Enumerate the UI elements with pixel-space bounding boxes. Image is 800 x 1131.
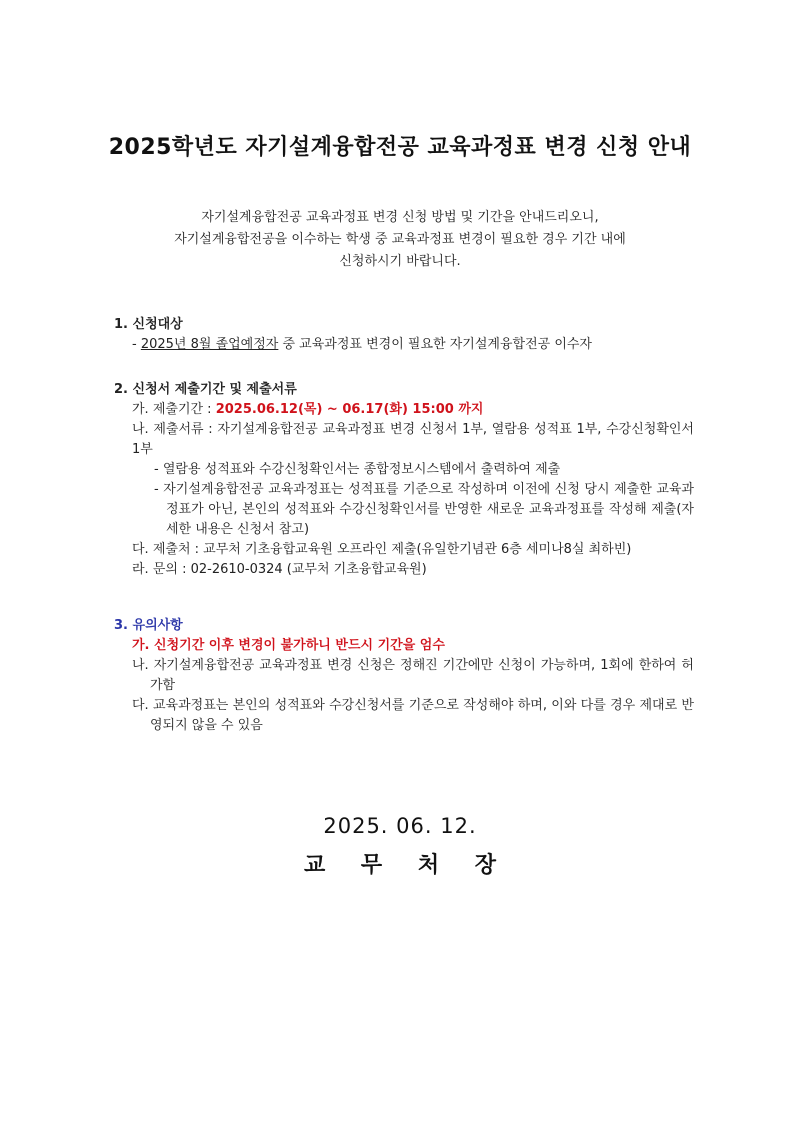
section2-documents-note-1: - 열람용 성적표와 수강신청확인서는 종합정보시스템에서 출력하여 제출 — [154, 462, 561, 477]
section3-note-basis: 다. 교육과정표는 본인의 성적표와 수강신청서를 기준으로 작성해야 하며, 이와 다를 경우 제대로 반영되지 않을 수 있음 — [132, 698, 694, 733]
signature-office: 교 무 처 장 — [304, 853, 510, 878]
section2-period-value: 2025.06.12(목) ~ 06.17(화) 15:00 까지 — [215, 402, 484, 417]
intro-line-1: 자기설계융합전공 교육과정표 변경 신청 방법 및 기간을 안내드리오니, — [201, 210, 599, 225]
section3-note-deadline: 가. 신청기간 이후 변경이 불가하니 반드시 기간을 엄수 — [132, 638, 445, 653]
document-title: 2025학년도 자기설계융합전공 교육과정표 변경 신청 안내 — [108, 135, 692, 160]
section1-dash: - — [132, 337, 141, 352]
section1-target-rest: 중 교육과정표 변경이 필요한 자기설계융합전공 이수자 — [278, 337, 592, 352]
section2-documents: 나. 제출서류 : 자기설계융합전공 교육과정표 변경 신청서 1부, 열람용 성적표 1부, 수강신청확인서 1부 — [132, 422, 694, 457]
section-eligibility — [114, 315, 694, 355]
section3-heading: 3. 유의사항 — [114, 618, 183, 633]
section1-target-underlined: 2025년 8월 졸업예정자 — [140, 337, 279, 352]
section2-period — [114, 400, 694, 420]
section2-period-label: 가. 제출기간 : — [132, 402, 216, 417]
section2-submit-location: 다. 제출처 : 교무처 기초융합교육원 오프라인 제출(유일한기념관 6층 세미나8실 최하빈) — [132, 542, 632, 557]
section2-documents-note-2: - 자기설계융합전공 교육과정표는 성적표를 기준으로 작성하며 이전에 신청 당시 제출한 교육과정표가 아닌, 본인의 성적표와 수강신청확인서를 반영한 새로운 교육과정표를 작성해 제출(자세한 내용은 신청서 참고) — [154, 482, 694, 537]
section2-heading: 2. 신청서 제출기간 및 제출서류 — [114, 382, 297, 397]
intro-line-3: 신청하시기 바랍니다. — [339, 254, 461, 269]
intro-line-2: 자기설계융합전공을 이수하는 학생 중 교육과정표 변경이 필요한 경우 기간 내에 — [174, 232, 626, 247]
section-notes — [114, 616, 694, 736]
document-date: 2025. 06. 12. — [323, 814, 477, 838]
section1-target — [114, 335, 694, 355]
intro-paragraph — [0, 207, 800, 273]
section3-note-once: 나. 자기설계융합전공 교육과정표 변경 신청은 정해진 기간에만 신청이 가능하며, 1회에 한하여 허가함 — [132, 658, 694, 693]
section2-inquiry: 라. 문의 : 02-2610-0324 (교무처 기초융합교육원) — [132, 562, 427, 577]
section1-heading: 1. 신청대상 — [114, 317, 183, 332]
section-submission — [114, 380, 694, 580]
